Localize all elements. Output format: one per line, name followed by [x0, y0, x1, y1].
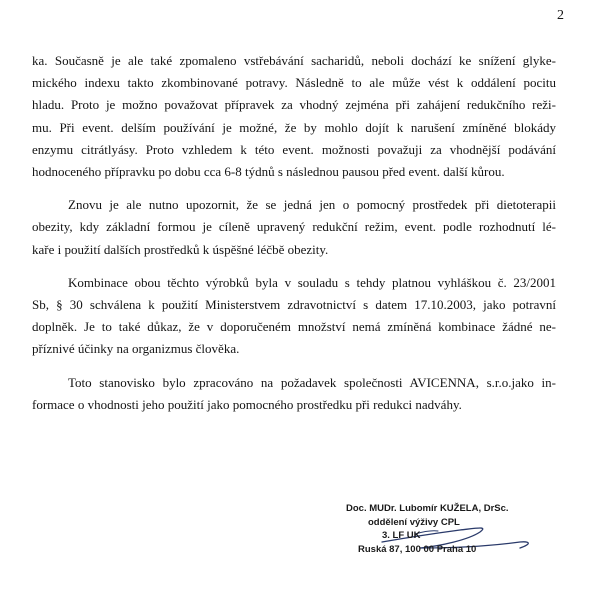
signatory-faculty: 3. LF UK: [382, 530, 421, 541]
signature-block: [346, 502, 536, 556]
signatory-name: Doc. MUDr. Lubomír KUŽELA, DrSc.: [346, 503, 509, 514]
text-line: Sb, § 30 schválena k použití Ministerstvem zdravotnictví s datem 17.10.2003, jako potravní: [32, 297, 556, 313]
text-line: ka. Současně je ale také zpomaleno vstřebávání sacharidů, neboli dochází ke snížení glyke-: [32, 53, 556, 68]
text-line: mu. Při event. delším používání je možné, že by mohlo dojít k narušení zmíněné blokády: [32, 119, 556, 135]
text-line: Kombinace obou těchto výrobků byla v souladu s tehdy platnou vyhláškou č. 23/2001: [68, 274, 556, 290]
paragraph-2: [32, 194, 556, 261]
text-line: doplněk. Je to také důkaz, že v doporučeném množství nemá zmíněná kombinace žádné ne-: [32, 319, 556, 335]
text-line: Znovu je ale nutno upozornit, že se jedná jen o pomocný prostředek při dietoterapii: [68, 197, 556, 213]
text-line: hodnoceného přípravku po dobu cca 6-8 týdnů s následnou pausou před event. další kůrou.: [32, 164, 505, 180]
text-line: Toto stanovisko bylo zpracováno na požadavek společnosti AVICENNA, s.r.o.jako in-: [68, 374, 556, 390]
paragraph-4: [32, 372, 556, 416]
signatory-department: oddělení výživy CPL: [368, 516, 460, 528]
text-line: formace o vhodnosti jeho použití jako pomocného prostředku při redukci nadváhy.: [32, 396, 462, 412]
paragraph-3: [32, 272, 556, 361]
text-line: hladu. Proto je možno považovat přípravek za vhodný zejména při zahájení redukčního reži-: [32, 97, 556, 113]
document-body: [32, 50, 556, 427]
text-line: enzymu citrátlyásy. Proto vzhledem k této event. možnosti považuji za vhodnější podávání: [32, 141, 556, 157]
text-line: mického indexu takto zkombinované potravy. Následně to ale může vést k oddálení pocitu: [32, 75, 556, 91]
text-line: obezity, kdy základní formou je cíleně upravený redukční režim, event. podle rozhodnutí lé-: [32, 219, 556, 235]
page-number: 2: [557, 8, 564, 23]
text-line: kaře i použití dalších prostředků k úspěšné léčbě obezity.: [32, 241, 329, 257]
signatory-address: Ruská 87, 100 00 Praha 10: [358, 543, 477, 555]
paragraph-1: [32, 50, 556, 183]
text-line: příznivé účinky na organizmus člověka.: [32, 341, 240, 357]
